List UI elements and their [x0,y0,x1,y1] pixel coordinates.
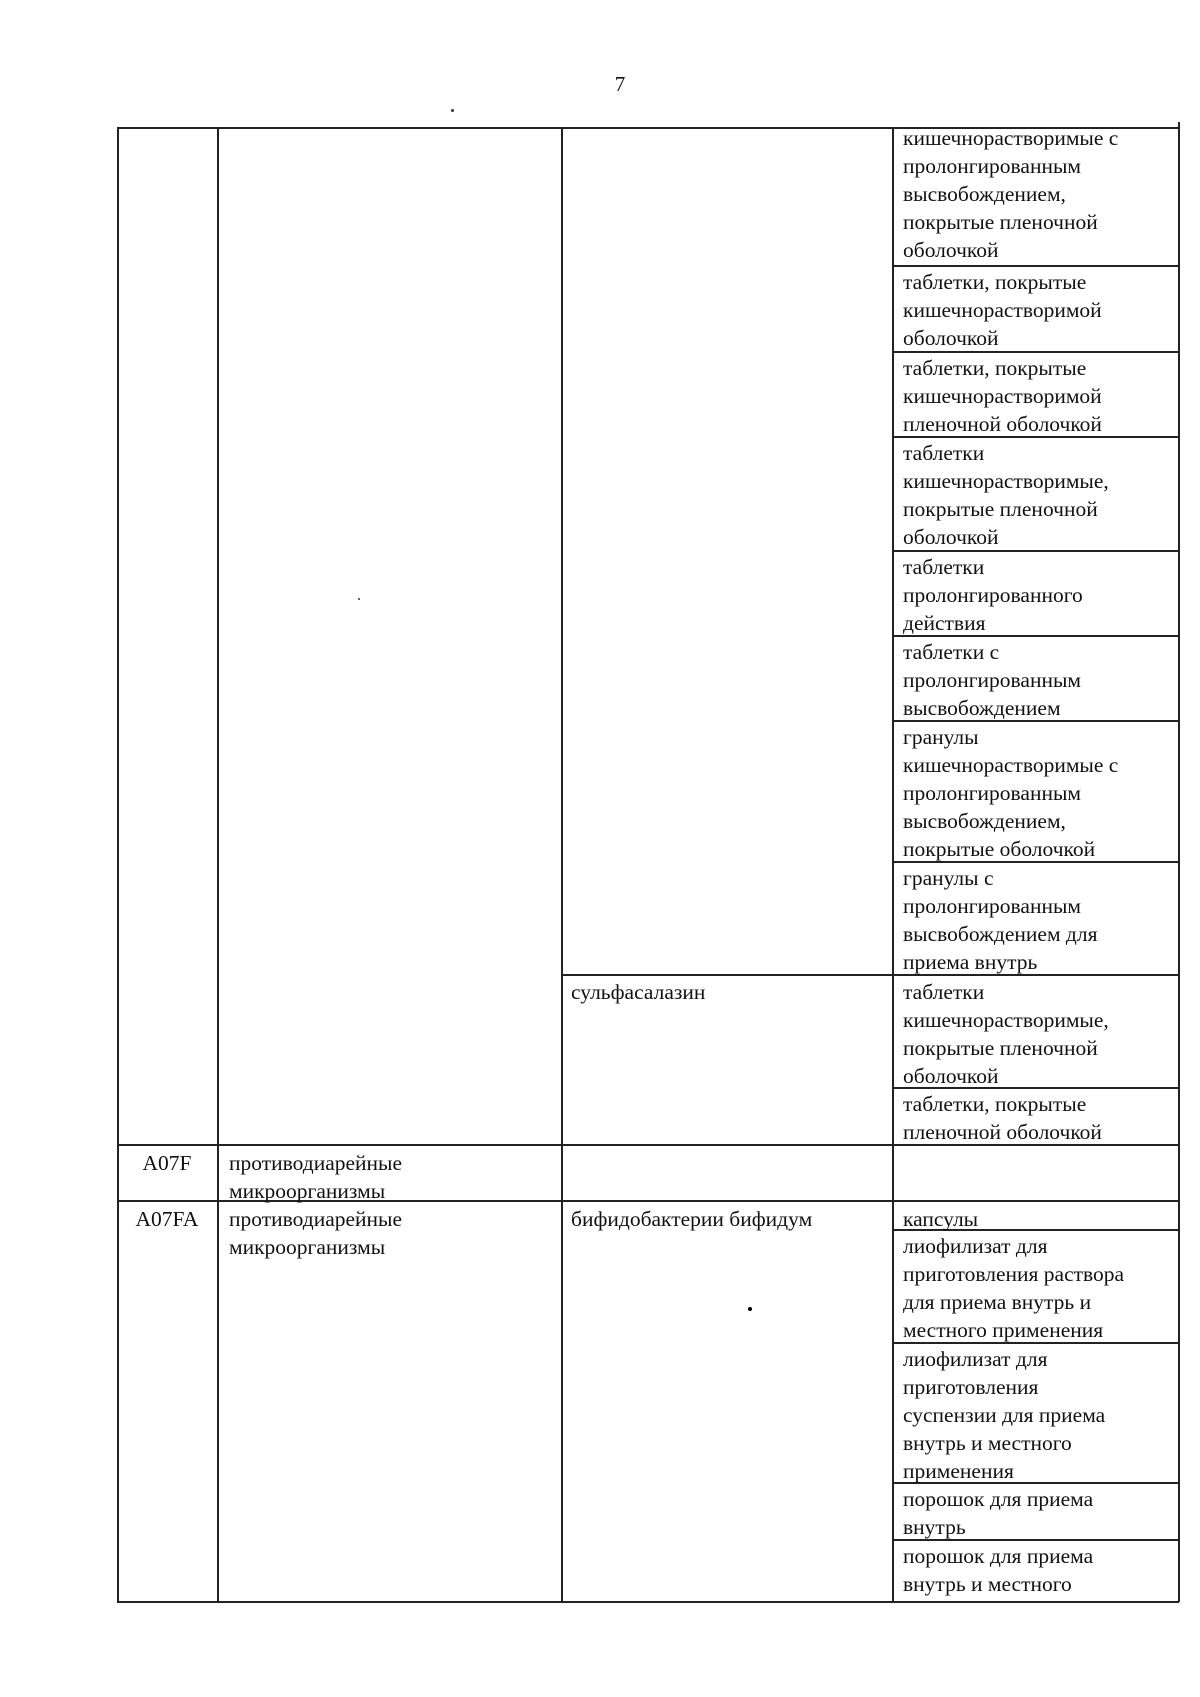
scan-speck [451,109,454,112]
page-number: 7 [614,72,626,96]
dosage-form-cell: лиофилизат для приготовления суспензии для приема внутрь и местного применения [903,1347,1106,1483]
dosage-form-cell: таблетки, покрытые пленочной оболочкой [903,1092,1102,1144]
scan-speck [358,598,360,600]
dosage-form-cell: таблетки, покрытые кишечнорастворимой пленочной оболочкой [903,356,1102,436]
column-divider [217,128,219,1602]
table-border-left [117,128,119,1602]
column-divider [561,128,563,1602]
atc-code-cell: A07F [142,1151,192,1175]
dosage-form-cell: таблетки кишечнорастворимые, покрытые пленочной оболочкой [903,441,1109,549]
dosage-form-cell: лиофилизат для приготовления раствора для приема внутрь и местного применения [903,1234,1125,1342]
table-border-bottom [117,1601,1179,1603]
group-name-cell: противодиарейные микроорганизмы [229,1207,403,1259]
drug-name-cell: бифидобактерии бифидум [571,1207,813,1231]
dosage-form-cell: таблетки кишечнорастворимые, покрытые пленочной оболочкой [903,980,1109,1088]
dosage-form-cell: порошок для приема внутрь и местного [903,1544,1094,1596]
row-divider [892,265,1179,267]
dosage-form-cell: кишечнорастворимые с пролонгированным высвобождением, покрытые пленочной оболочкой [903,126,1119,262]
dosage-form-cell: таблетки, покрытые кишечнорастворимой оболочкой [903,270,1102,350]
dosage-form-cell: порошок для приема внутрь [903,1487,1094,1539]
dosage-form-cell: гранулы с пролонгированным высвобождением для приема внутрь [903,866,1098,974]
scan-speck [748,1307,752,1311]
group-name-cell: противодиарейные микроорганизмы [229,1151,403,1203]
dosage-form-cell: таблетки с пролонгированным высвобождением [903,640,1082,720]
column-divider [892,128,894,1602]
dosage-form-cell: таблетки пролонгированного действия [903,555,1083,635]
dosage-form-cell: капсулы [903,1207,979,1231]
drug-name-cell: сульфасалазин [571,980,706,1004]
atc-code-cell: A07FA [135,1207,199,1231]
dosage-form-cell: гранулы кишечнорастворимые с пролонгированным высвобождением, покрытые оболочкой [903,725,1119,861]
